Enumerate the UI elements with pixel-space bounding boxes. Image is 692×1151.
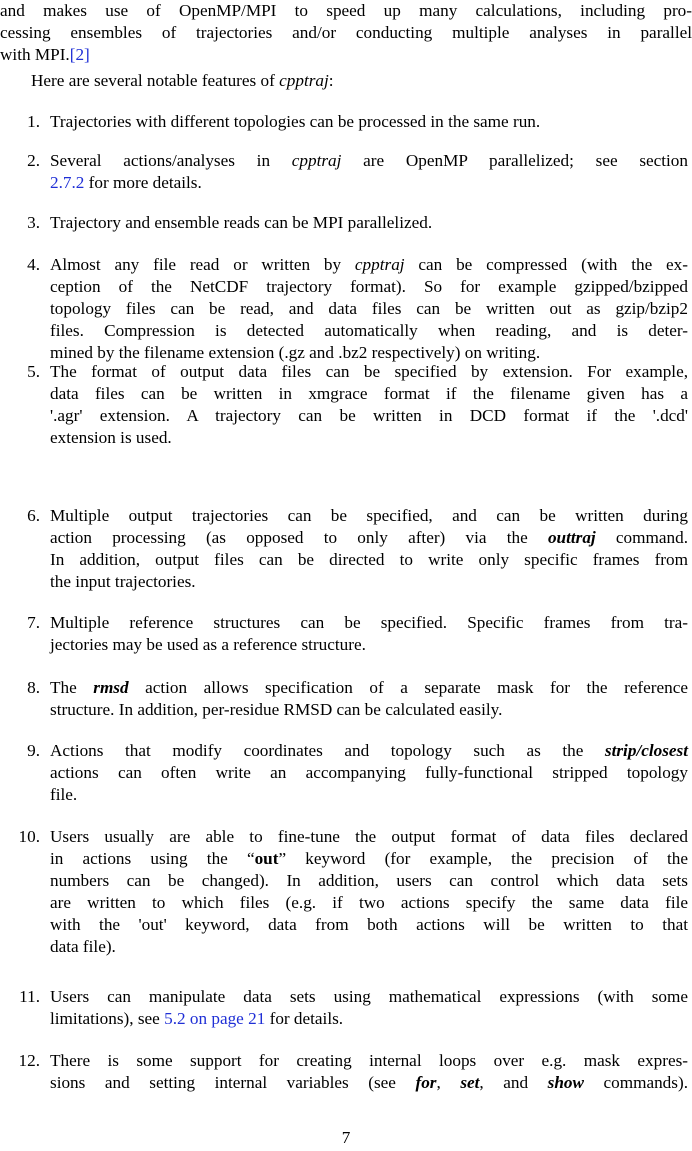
item-line — [50, 677, 688, 699]
item-line — [50, 1072, 688, 1094]
item-line — [50, 150, 688, 172]
item-line: topology files can be read, and data files can be written out as gzip/bzip2 — [50, 298, 688, 318]
text-run: , and — [479, 1072, 548, 1092]
item-text — [50, 826, 688, 957]
item-line: structure. In addition, per-residue RMSD can be calculated easily. — [50, 699, 503, 719]
item-line: mined by the filename extension (.gz and .bz2 respectively) on writing. — [50, 342, 541, 362]
command-keyword: for — [415, 1072, 437, 1092]
item-number: 6. — [27, 506, 40, 525]
item-text — [50, 361, 688, 449]
text-run: limitations), see — [50, 1008, 165, 1028]
text-run: sions and setting internal variables (see — [50, 1072, 416, 1092]
command-keyword: closest — [641, 741, 688, 760]
command-keyword: show — [547, 1072, 584, 1092]
item-number: 5. — [27, 362, 40, 381]
item-line: Trajectories with different topologies can be processed in the same run. — [50, 112, 541, 131]
command-keyword: outtraj — [547, 527, 596, 547]
citation-link[interactable]: [2] — [69, 44, 90, 64]
text-run: ” keyword (for example, the precision of the — [278, 848, 688, 868]
item-line: In addition, output files can be directed to write only specific frames from — [50, 549, 688, 569]
item-number: 2. — [27, 151, 40, 170]
item-text — [50, 254, 688, 364]
item-text — [50, 612, 688, 656]
cpptraj-emphasis: cpptraj — [354, 255, 405, 274]
text-run: The — [50, 678, 94, 697]
command-separator: / — [636, 741, 642, 760]
text-run: in actions using the “ — [50, 848, 255, 868]
item-line — [50, 527, 688, 549]
text-run: commands). — [583, 1072, 688, 1092]
item-number: 4. — [27, 255, 40, 274]
text-run: are OpenMP parallelized; see section — [341, 151, 688, 170]
features-lead — [31, 70, 334, 92]
item-text — [50, 740, 688, 806]
item-number: 9. — [27, 741, 40, 760]
item-line — [50, 254, 688, 276]
item-line: Users can manipulate data sets using mathematical expressions (with some — [50, 987, 688, 1006]
lead-text: Here are several notable features of — [31, 71, 280, 90]
lead-colon: : — [328, 71, 334, 90]
text-run: , — [436, 1072, 461, 1092]
item-text — [50, 986, 688, 1030]
cpptraj-emphasis: cpptraj — [279, 71, 329, 90]
item-number: 12. — [18, 1051, 40, 1070]
intro-text: with MPI. — [0, 44, 70, 64]
item-line: with the 'out' keyword, data from both actions will be written to that — [50, 914, 688, 934]
text-run: Actions that modify coordinates and topology such as the — [50, 741, 605, 760]
item-line: numbers can be changed). In addition, users can control which data sets — [50, 870, 688, 890]
item-line: Users usually are able to fine-tune the output format of data files declared — [50, 827, 688, 846]
item-line — [50, 172, 688, 194]
item-line: There is some support for creating internal loops over e.g. mask expres- — [50, 1051, 688, 1070]
item-text — [50, 150, 688, 194]
item-line: files. Compression is detected automatically when reading, and is deter- — [50, 320, 688, 340]
intro-line: cessing ensembles of trajectories and/or conducting multiple analyses in parallel — [0, 22, 692, 42]
text-run: action processing (as opposed to only after) via the — [50, 527, 548, 547]
text-run: Several actions/analyses in — [50, 151, 292, 170]
item-line: Multiple reference structures can be specified. Specific frames from tra- — [50, 613, 688, 632]
text-run: Almost any file read or written by — [50, 255, 355, 274]
item-line: file. — [50, 784, 78, 804]
item-text — [50, 212, 688, 234]
item-line: the input trajectories. — [50, 571, 196, 591]
item-line: The format of output data files can be specified by extension. For example, — [50, 362, 688, 381]
item-text — [50, 505, 688, 593]
command-keyword: strip — [604, 741, 637, 760]
item-number: 11. — [19, 987, 40, 1006]
item-number: 8. — [27, 678, 40, 697]
item-line: extension is used. — [50, 427, 172, 447]
item-line: ception of the NetCDF trajectory format). So for example gzipped/bzipped — [50, 276, 688, 296]
out-keyword: out — [254, 848, 279, 868]
section-link[interactable]: 5.2 on page 21 — [164, 1008, 266, 1028]
item-text — [50, 1050, 688, 1094]
item-text — [50, 111, 688, 133]
intro-line: and makes use of OpenMP/MPI to speed up many calculations, including pro- — [0, 1, 692, 20]
command-keyword: set — [460, 1072, 480, 1092]
intro-paragraph — [0, 0, 692, 66]
item-text — [50, 677, 688, 721]
item-line: Trajectory and ensemble reads can be MPI parallelized. — [50, 213, 433, 232]
text-run: can be compressed (with the ex- — [404, 255, 688, 274]
item-line: actions can often write an accompanying fully-functional stripped topology — [50, 762, 688, 782]
item-line: data files can be written in xmgrace format if the filename given has a — [50, 383, 688, 403]
page-number: 7 — [341, 1128, 351, 1147]
item-number: 3. — [27, 213, 40, 232]
item-line — [50, 848, 688, 870]
text-run: for more details. — [84, 172, 202, 192]
item-number: 10. — [18, 827, 40, 846]
intro-line — [0, 44, 692, 66]
item-line: jectories may be used as a reference structure. — [50, 634, 366, 654]
item-number: 7. — [27, 613, 40, 632]
item-line — [50, 740, 688, 762]
item-line: are written to which files (e.g. if two actions specify the same data file — [50, 892, 688, 912]
item-number: 1. — [27, 112, 40, 131]
text-run: command. — [595, 527, 688, 547]
command-keyword: rmsd — [93, 678, 129, 697]
cpptraj-emphasis: cpptraj — [291, 151, 342, 170]
item-line: data file). — [50, 936, 116, 956]
item-line: '.agr' extension. A trajectory can be written in DCD format if the '.dcd' — [50, 405, 688, 425]
text-run: for details. — [265, 1008, 344, 1028]
item-line — [50, 1008, 688, 1030]
item-line: Multiple output trajectories can be specified, and can be written during — [50, 506, 688, 525]
text-run: action allows specification of a separate mask for the reference — [128, 678, 688, 697]
section-link[interactable]: 2.7.2 — [50, 172, 85, 192]
